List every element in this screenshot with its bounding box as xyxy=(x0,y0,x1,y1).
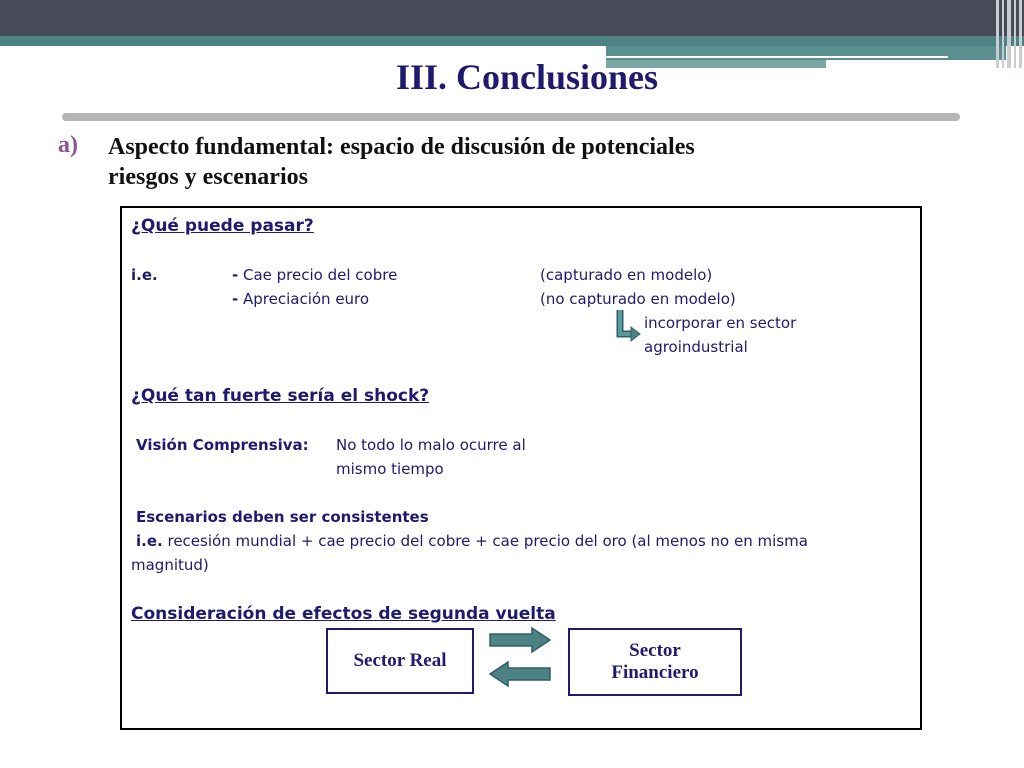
risk-item-copper-text: Cae precio del cobre xyxy=(238,266,398,284)
question-what-can-happen: ¿Qué puede pasar? xyxy=(131,216,314,236)
action-line2: agroindustrial xyxy=(644,338,748,356)
sector-financiero-box xyxy=(568,628,742,696)
sector-real-label: Sector Real xyxy=(353,650,447,671)
action-line1: incorporar en sector xyxy=(644,314,797,332)
header-dark-band xyxy=(0,0,1024,36)
risk-item-copper-note: (capturado en modelo) xyxy=(540,266,713,284)
question-how-strong: ¿Qué tan fuerte sería el shock? xyxy=(131,386,430,406)
slide-title: III. Conclusiones xyxy=(395,57,659,97)
scenarios-example-text: recesión mundial + cae precio del cobre + cae precio del oro (al menos no en misma xyxy=(162,532,808,550)
vision-text-line2: mismo tiempo xyxy=(336,460,444,478)
dash: - xyxy=(232,266,239,284)
vision-text-line1: No todo lo malo ocurre al xyxy=(336,436,526,454)
title-rule xyxy=(62,113,960,121)
right-arrow-icon xyxy=(488,626,552,654)
sector-financiero-label-line1: Sector xyxy=(629,640,681,661)
sector-financiero-label-line2: Financiero xyxy=(611,662,699,683)
second-round-effects-heading: Consideración de efectos de segunda vuelta xyxy=(131,604,556,624)
dash: - xyxy=(232,290,239,308)
risk-item-euro-note: (no capturado en modelo) xyxy=(540,290,736,308)
risk-item-copper xyxy=(232,266,397,284)
left-arrow-icon xyxy=(488,660,552,688)
bent-arrow-icon xyxy=(616,308,642,344)
sector-real-box xyxy=(326,628,474,694)
risk-item-euro xyxy=(232,290,369,308)
risk-item-euro-text: Apreciación euro xyxy=(238,290,370,308)
bullet-heading-line1: Aspecto fundamental: espacio de discusión de potenciales xyxy=(108,134,695,160)
scenarios-example-cont: magnitud) xyxy=(131,556,209,574)
scenarios-example xyxy=(136,532,808,550)
content-box xyxy=(120,206,922,730)
scenarios-ie-label: i.e. xyxy=(136,532,163,550)
scenarios-heading: Escenarios deben ser consistentes xyxy=(136,508,429,526)
bullet-heading-line2: riesgos y escenarios xyxy=(108,164,308,190)
ie-label: i.e. xyxy=(131,266,158,284)
vision-label: Visión Comprensiva: xyxy=(136,436,309,454)
bullet-marker: a) xyxy=(58,132,78,158)
header-teal-band xyxy=(0,36,1024,46)
bullet-heading xyxy=(108,132,908,192)
